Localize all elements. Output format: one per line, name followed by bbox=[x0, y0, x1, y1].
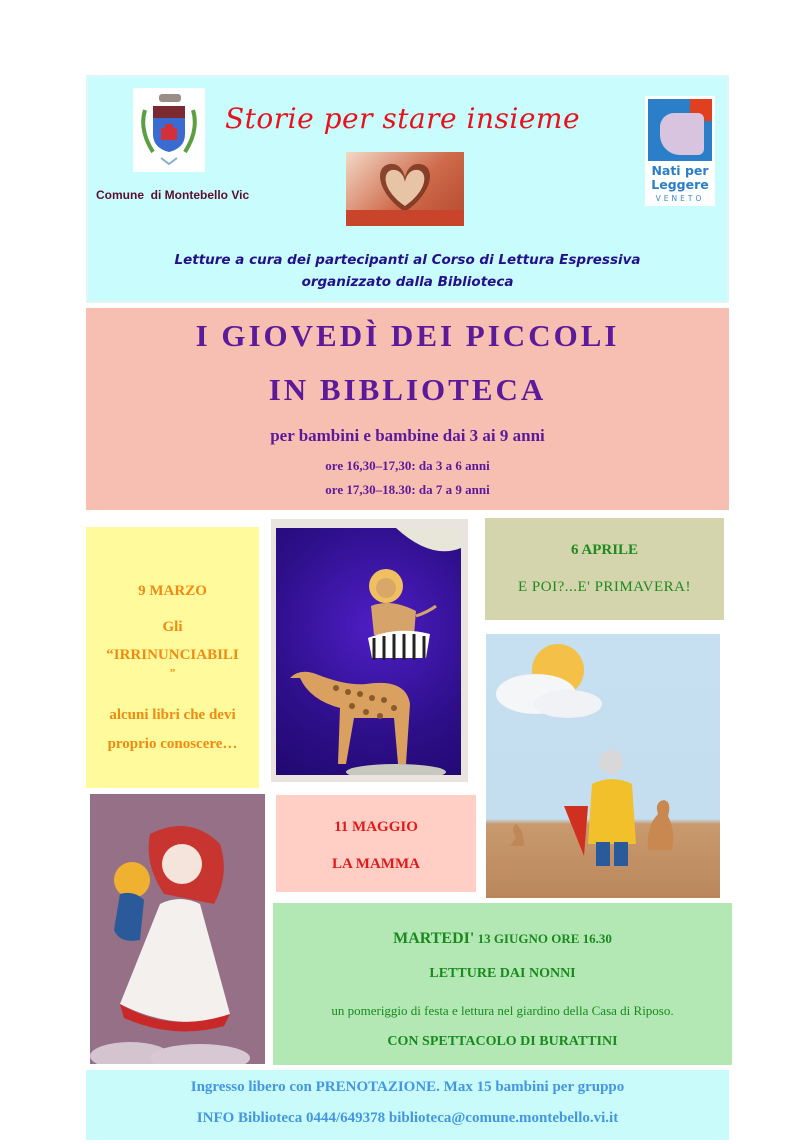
animals-tower-illustration bbox=[276, 528, 461, 775]
mother-child-illustration bbox=[90, 794, 265, 1064]
event-box-aprile bbox=[485, 518, 724, 620]
poster-script-title: Storie per stare insieme bbox=[224, 102, 581, 135]
coat-of-arms-icon bbox=[133, 88, 205, 172]
schedule-line-2: ore 17,30–18.30: da 7 a 9 anni bbox=[325, 482, 490, 497]
marzo-line-5: alcuni libri che devi bbox=[109, 707, 236, 723]
main-title-line-2: IN BIBLIOTECA bbox=[268, 372, 547, 407]
contact-info: INFO Biblioteca 0444/649378 biblioteca@comune.montebello.vi.it bbox=[196, 1110, 619, 1126]
nati-per-leggere-logo bbox=[645, 96, 715, 206]
audience-text: per bambini e bambine dai 3 ai 9 anni bbox=[270, 426, 545, 445]
logo-line-3: VENETO bbox=[655, 194, 705, 203]
marzo-line-3: “IRRINUNCIABILI bbox=[106, 647, 239, 663]
giugno-description: un pomeriggio di festa e lettura nel giardino della Casa di Riposo. bbox=[331, 1003, 674, 1018]
main-title-line-1: I GIOVEDÌ DEI PICCOLI bbox=[195, 318, 620, 353]
aprile-title: E POI?...E' PRIMAVERA! bbox=[517, 579, 691, 595]
giugno-date bbox=[273, 930, 732, 948]
boy-with-umbrella-icon bbox=[486, 634, 720, 898]
giugno-title: LETTURE DAI NONNI bbox=[429, 966, 576, 981]
book-reading-icon bbox=[648, 99, 712, 161]
marzo-date: 9 MARZO bbox=[138, 583, 207, 599]
heart-book-icon bbox=[346, 152, 464, 226]
logo-line-2: Leggere bbox=[651, 177, 709, 192]
logo-text bbox=[645, 164, 715, 206]
schedule-line-1: ore 16,30–17,30: da 3 a 6 anni bbox=[325, 458, 490, 473]
heart-book-image bbox=[346, 152, 464, 226]
coat-of-arms-image bbox=[133, 88, 205, 172]
maggio-title: LA MAMMA bbox=[332, 856, 420, 872]
subtitle-line-1: Letture a cura dei partecipanti al Corso di Lettura Espressiva bbox=[174, 252, 641, 268]
event-box-maggio bbox=[276, 795, 476, 892]
aprile-date: 6 APRILE bbox=[570, 542, 639, 558]
marzo-line-2: Gli bbox=[162, 619, 183, 635]
giugno-date-rest: 13 GIUGNO ORE 16.30 bbox=[474, 931, 612, 946]
event-box-marzo bbox=[86, 527, 259, 788]
logo-line-1: Nati per bbox=[651, 163, 709, 178]
maggio-date: 11 MAGGIO bbox=[334, 819, 418, 835]
marzo-line-6: proprio conoscere… bbox=[107, 736, 238, 752]
giugno-extra: CON SPETTACOLO DI BURATTINI bbox=[387, 1034, 618, 1049]
header-subtitle bbox=[86, 249, 729, 293]
giugno-day: MARTEDI' bbox=[393, 930, 475, 947]
municipality-label: Comune di Montebello Vic bbox=[96, 188, 250, 202]
subtitle-line-2: organizzato dalla Biblioteca bbox=[301, 274, 514, 290]
logo-book-shape bbox=[660, 113, 704, 155]
mother-and-child-icon bbox=[90, 794, 265, 1064]
marzo-line-4: ” bbox=[169, 667, 176, 679]
animals-tower-icon bbox=[276, 528, 461, 775]
boy-umbrella-illustration bbox=[486, 634, 720, 898]
booking-info: Ingresso libero con PRENOTAZIONE. Max 15 bambini per gruppo bbox=[190, 1079, 625, 1095]
